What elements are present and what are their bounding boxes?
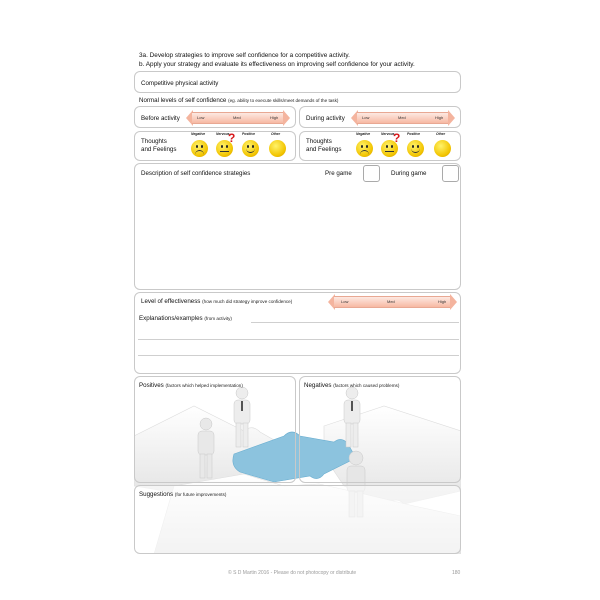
thoughts-label xyxy=(141,138,176,154)
writing-line[interactable] xyxy=(251,322,459,323)
thoughts-line-2: and Feelings xyxy=(306,146,342,153)
strategies-box[interactable] xyxy=(134,163,461,290)
during-thoughts-box xyxy=(299,131,461,161)
negatives-note: (factors which caused problems) xyxy=(333,383,400,388)
activity-label: Competitive physical activity xyxy=(141,80,219,87)
during-activity-label: During activity xyxy=(306,115,345,122)
normal-levels-label: Normal levels of self confidence xyxy=(139,97,227,104)
thoughts-line-1: Thoughts xyxy=(306,138,332,145)
scale-low-label: Low xyxy=(341,299,349,304)
question-mark-icon: ? xyxy=(393,131,401,145)
thoughts-line-1: Thoughts xyxy=(141,138,167,145)
normal-levels-heading xyxy=(139,97,338,104)
positives-note: (factors which helped implementation) xyxy=(165,383,243,388)
happy-face-icon[interactable] xyxy=(242,140,259,157)
thoughts-label xyxy=(306,138,341,154)
negatives-box[interactable] xyxy=(299,376,461,483)
face-other-label: Other xyxy=(271,132,281,136)
during-game-checkbox[interactable] xyxy=(442,165,459,182)
scale-med-label: Med xyxy=(387,299,395,304)
during-game-label: During game xyxy=(391,170,427,177)
face-confused-label: Nervous xyxy=(381,132,395,136)
suggestions-heading xyxy=(139,491,226,498)
writing-line[interactable] xyxy=(138,339,459,340)
face-positive-label: Positive xyxy=(242,132,256,136)
face-negative-label: Negative xyxy=(356,132,371,136)
thoughts-line-2: and Feelings xyxy=(141,146,177,153)
effectiveness-box xyxy=(134,292,461,374)
writing-line[interactable] xyxy=(138,355,459,356)
pre-game-checkbox[interactable] xyxy=(363,165,380,182)
blank-face-icon[interactable] xyxy=(269,140,286,157)
sad-face-icon[interactable] xyxy=(356,140,373,157)
footer-copyright: © S D Martin 2016 - Please do not photocopy or distribute xyxy=(228,570,357,576)
face-positive-label: Positive xyxy=(407,132,421,136)
explanations-label: Explanations/examples xyxy=(139,315,203,322)
normal-levels-note: (eg. ability to execute skills/meet demands of the task) xyxy=(228,98,339,103)
heading-line-1: 3a. Develop strategies to improve self confidence for a competitive activity. xyxy=(139,52,350,59)
strategies-label: Description of self confidence strategies xyxy=(141,170,251,177)
negatives-label: Negatives xyxy=(304,382,332,389)
face-other-label: Other xyxy=(436,132,446,136)
before-activity-label: Before activity xyxy=(141,115,180,122)
scale-med-label: Med xyxy=(398,115,406,120)
effectiveness-label: Level of effectiveness xyxy=(141,298,201,305)
negatives-heading xyxy=(304,382,399,389)
scale-high-label: High xyxy=(270,115,279,120)
effectiveness-heading xyxy=(141,298,292,305)
explanations-note: (from activity) xyxy=(204,316,232,321)
suggestions-label: Suggestions xyxy=(139,491,174,498)
blank-face-icon[interactable] xyxy=(434,140,451,157)
scale-low-label: Low xyxy=(197,115,205,120)
effectiveness-note: (how much did strategy improve confidence) xyxy=(202,299,293,304)
positives-label: Positives xyxy=(139,382,164,389)
scale-low-label: Low xyxy=(362,115,370,120)
before-confidence-scale[interactable] xyxy=(186,112,290,124)
scale-high-label: High xyxy=(438,299,447,304)
before-activity-box xyxy=(134,106,296,128)
pre-game-label: Pre game xyxy=(325,170,352,177)
worksheet-heading xyxy=(139,52,415,69)
during-confidence-scale[interactable] xyxy=(351,112,455,124)
suggestions-box[interactable] xyxy=(134,485,461,554)
explanations-heading xyxy=(139,315,232,322)
scale-med-label: Med xyxy=(233,115,241,120)
question-mark-icon: ? xyxy=(228,131,236,145)
during-activity-box xyxy=(299,106,461,128)
activity-box[interactable] xyxy=(134,71,461,93)
face-negative-label: Negative xyxy=(191,132,206,136)
before-thoughts-box xyxy=(134,131,296,161)
positives-heading xyxy=(139,382,243,389)
face-confused-label: Nervous xyxy=(216,132,230,136)
sad-face-icon[interactable] xyxy=(191,140,208,157)
effectiveness-scale[interactable] xyxy=(328,296,457,308)
page-number: 180 xyxy=(452,570,461,576)
heading-line-2: b. Apply your strategy and evaluate its effectiveness on improving self confidence for your activity. xyxy=(139,60,415,68)
positives-box[interactable] xyxy=(134,376,296,483)
happy-face-icon[interactable] xyxy=(407,140,424,157)
scale-high-label: High xyxy=(435,115,444,120)
suggestions-note: (for future improvements) xyxy=(174,492,227,497)
